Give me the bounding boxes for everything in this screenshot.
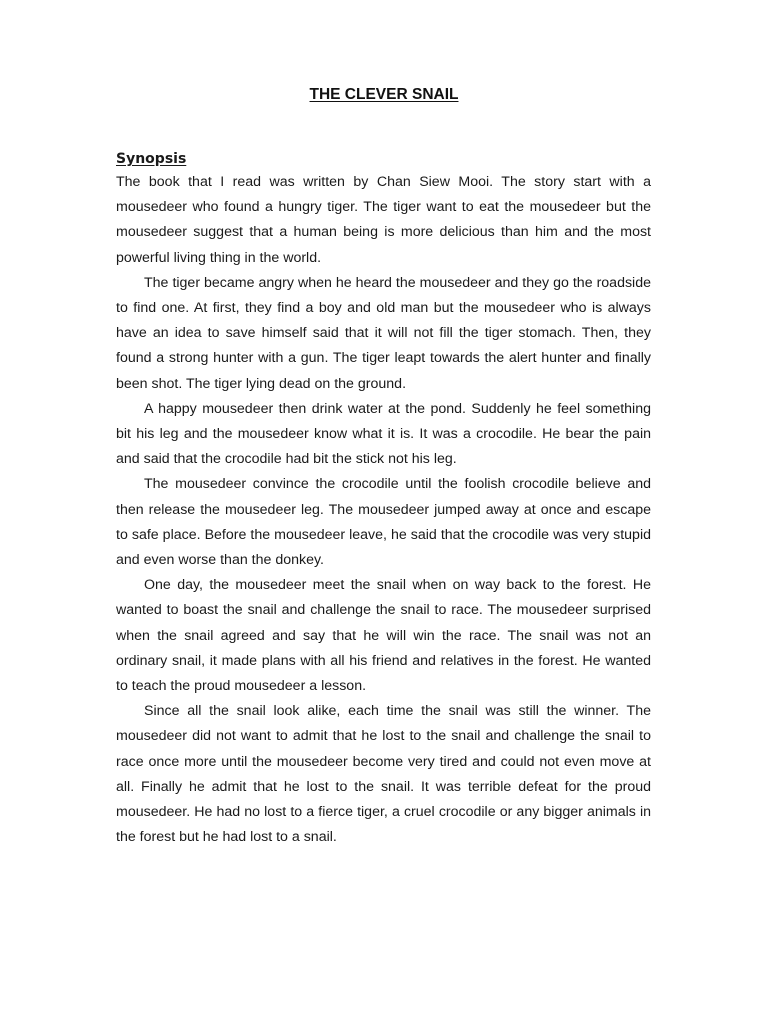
section-heading: Synopsis <box>116 151 187 167</box>
paragraph-3: A happy mousedeer then drink water at the pond. Suddenly he feel something bit his leg and the mousedeer know what it is. It was a crocodile. He bear the pain and said that the crocodile had bit the stick not his leg. <box>116 400 651 468</box>
paragraph-1: The book that I read was written by Chan Siew Mooi. The story start with a mousedeer who found a hungry tiger. The tiger want to eat the mousedeer but the mousedeer suggest that a human being is more delicious than him and the most powerful living thing in the world. <box>116 174 651 266</box>
synopsis-section <box>116 148 651 850</box>
paragraph-6: Since all the snail look alike, each time the snail was still the winner. The mousedeer did not want to admit that he lost to the snail and challenge the snail to race once more until the mousedeer become very tired and could not even move at all. Finally he admit that he lost to the snail. It was terrible defeat for the proud mousedeer. He had no lost to a fierce tiger, a cruel crocodile or any bigger animals in the forest but he had lost to a snail. <box>116 703 651 846</box>
paragraph-4: The mousedeer convince the crocodile until the foolish crocodile believe and then release the mousedeer leg. The mousedeer jumped away at once and escape to safe place. Before the mousedeer leave, he said that the crocodile was very stupid and even worse than the donkey. <box>116 476 651 569</box>
paragraph-2: The tiger became angry when he heard the mousedeer and they go the roadside to find one. At first, they find a boy and old man but the mousedeer who is always have an idea to save himself said that it will not fill the tiger stomach. Then, they found a strong hunter with a gun. The tiger leapt towards the alert hunter and finally been shot. The tiger lying dead on the ground. <box>116 274 651 392</box>
document-title: THE CLEVER SNAIL <box>309 86 459 103</box>
paragraph-5: One day, the mousedeer meet the snail when on way back to the forest. He wanted to boast the snail and challenge the snail to race. The mousedeer surprised when the snail agreed and say that he will win the race. The snail was not an ordinary snail, it made plans with all his friend and relatives in the forest. He wanted to teach the proud mousedeer a lesson. <box>116 577 651 695</box>
